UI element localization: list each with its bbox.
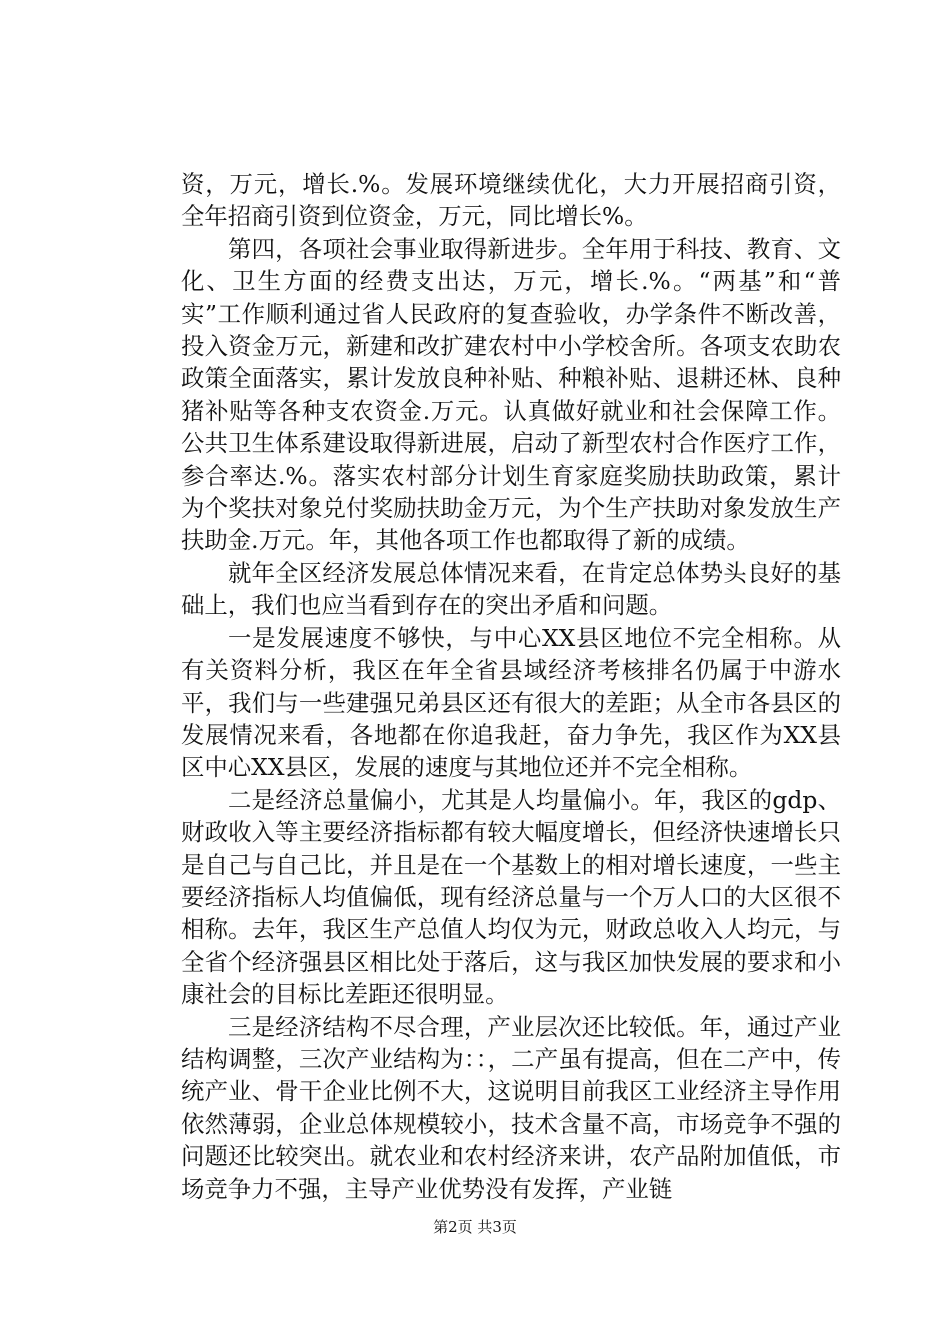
page-footer [0, 1217, 950, 1237]
paragraph-fourth-social-progress: 第四，各项社会事业取得新进步。全年用于科技、教育、文化、卫生方面的经费支出达，万元，增长.%。“两基”和“普实”工作顺利通过省人民政府的复查验收，办学条件不断改善，投入资金万元，新建和改扩建农村中小学校舍所。各项支农助农政策全面落实，累计发放良种补贴、种粮补贴、退耕还林、良种猪补贴等各种支农资金.万元。认真做好就业和社会保障工作。公共卫生体系建设取得新进展，启动了新型农村合作医疗工作，参合率达.%。落实农村部分计划生育家庭奖励扶助政策，累计为个奖扶对象兑付奖励扶助金万元，为个生产扶助对象发放生产扶助金.万元。年，其他各项工作也都取得了新的成绩。 [181, 234, 841, 555]
page-number: 第2页 共3页 [433, 1218, 517, 1236]
paragraph-issue-one: 一是发展速度不够快，与中心XX县区地位不完全相称。从有关资料分析，我区在年全省县域经济考核排名仍属于中游水平，我们与一些建强兄弟县区还有很大的差距；从全市各县区的发展情况来看，各地都在你追我赶，奋力争先，我区作为XX县区中心XX县区，发展的速度与其地位还并不完全相称。 [181, 623, 841, 782]
document-body [181, 168, 841, 1205]
paragraph-issue-three: 三是经济结构不尽合理，产业层次还比较低。年，通过产业结构调整，三次产业结构为：：，二产虽有提高，但在二产中，传统产业、骨干企业比例不大，这说明目前我区工业经济主导作用依然薄弱，企业总体规模较小，技术含量不高，市场竞争不强的问题还比较突出。就农业和农村经济来讲，农产品附加值低，市场竞争力不强，主导产业优势没有发挥，产业链 [181, 1012, 841, 1203]
paragraph-continuation: 资，万元，增长.%。发展环境继续优化，大力开展招商引资，全年招商引资到位资金，万元，同比增长%。 [181, 170, 841, 231]
paragraph-issue-two: 二是经济总量偏小，尤其是人均量偏小。年，我区的gdp、财政收入等主要经济指标都有较大幅度增长，但经济快速增长只是自己与自己比，并且是在一个基数上的相对增长速度，一些主要经济指标人均值偏低，现有经济总量与一个万人口的大区很不相称。去年，我区生产总值人均仅为元，财政总收入人均元，与全省个经济强县区相比处于落后，这与我区加快发展的要求和小康社会的目标比差距还很明显。 [181, 785, 841, 1009]
paragraph-overall-assessment: 就年全区经济发展总体情况来看，在肯定总体势头良好的基础上，我们也应当看到存在的突出矛盾和问题。 [181, 558, 841, 620]
